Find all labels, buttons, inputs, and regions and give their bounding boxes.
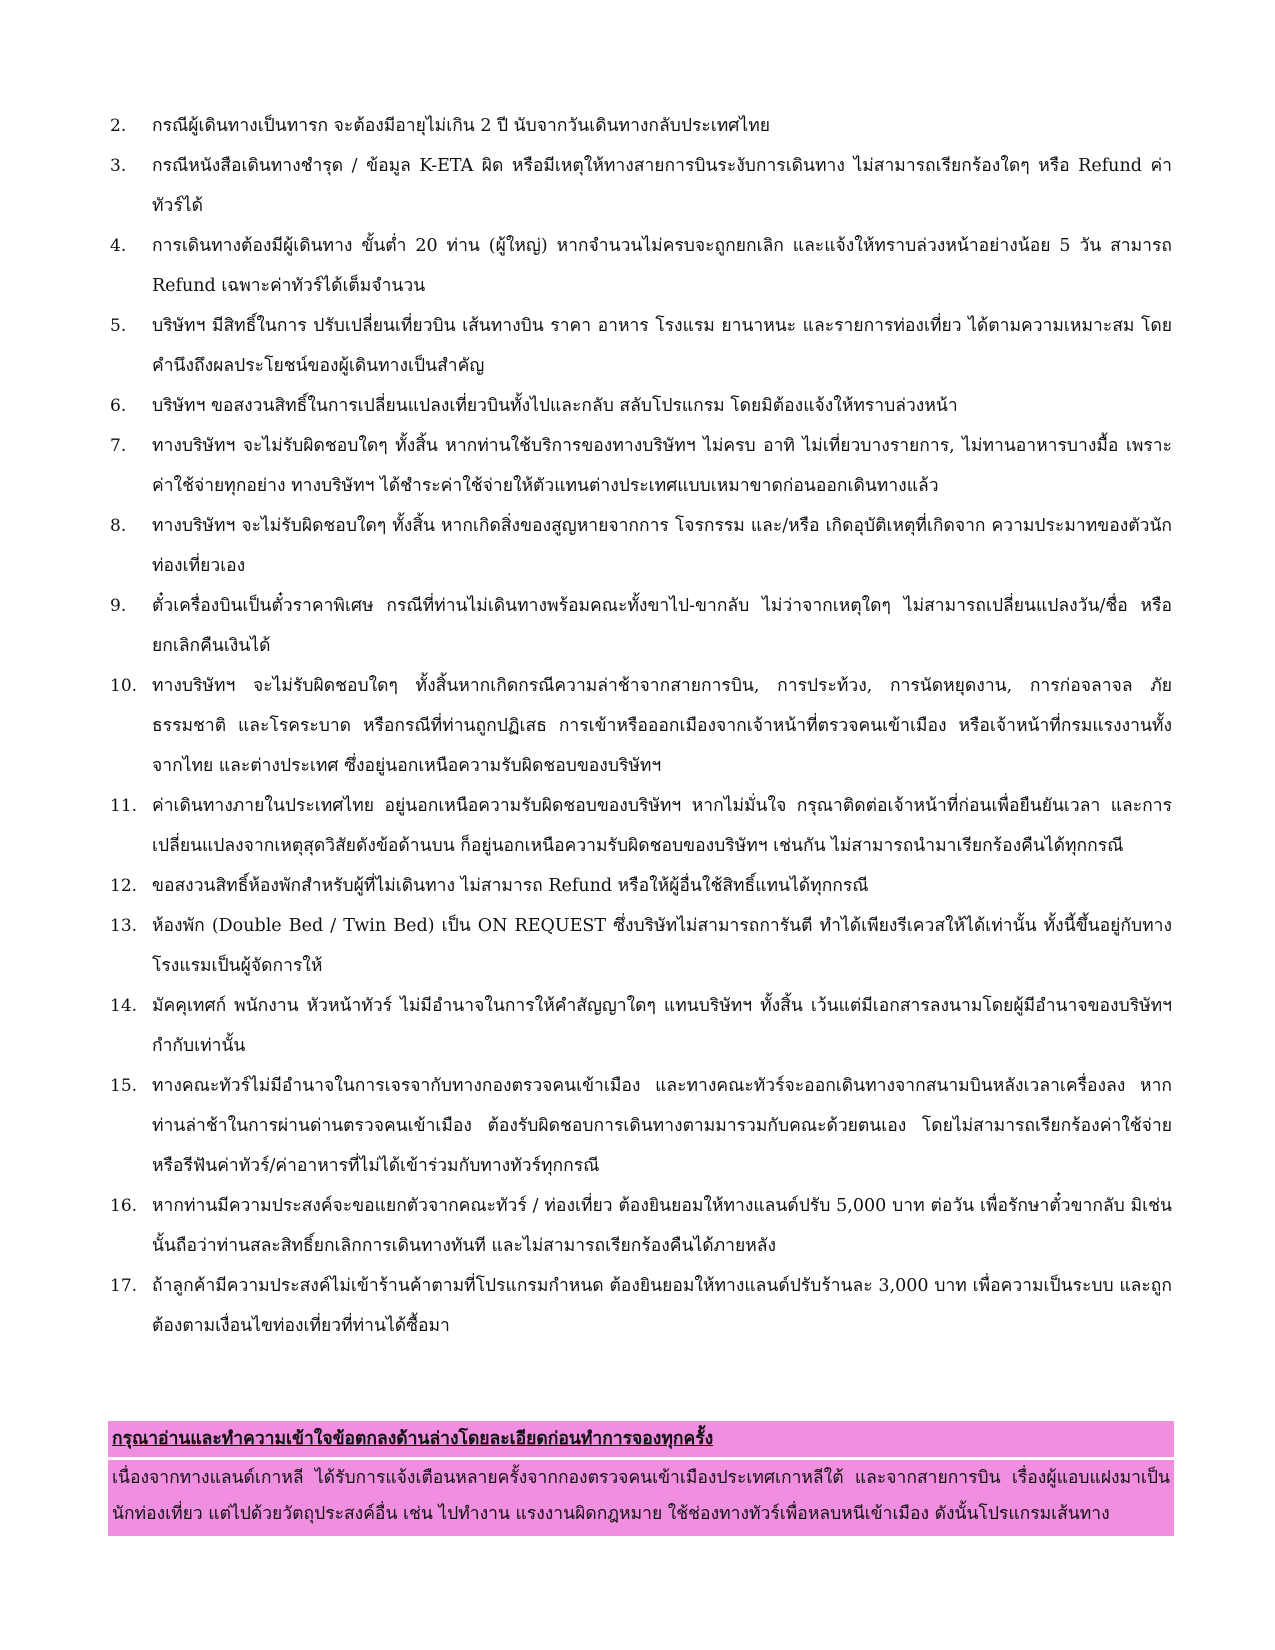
term-text: บริษัทฯ ขอสงวนสิทธิ์ในการเปลี่ยนแปลงเที่ยวบินทั้งไปและกลับ สลับโปรแกรม โดยมิต้องแจ้งให้ทราบล่วงหน้า	[152, 396, 958, 416]
term-number: 2.	[110, 116, 127, 136]
term-number: 14.	[110, 996, 138, 1016]
term-item	[110, 906, 1172, 986]
term-number: 8.	[110, 516, 127, 536]
term-text: ขอสงวนสิทธิ์ห้องพักสำหรับผู้ที่ไม่เดินทาง ไม่สามารถ Refund หรือให้ผู้อื่นใช้สิทธิ์แทนได้ทุกกรณี	[152, 876, 869, 896]
term-item	[110, 1066, 1172, 1186]
term-item	[110, 426, 1172, 506]
term-item	[110, 666, 1172, 786]
term-text: ทางบริษัทฯ จะไม่รับผิดชอบใดๆ ทั้งสิ้นหากเกิดกรณีความล่าช้าจากสายการบิน, การประท้วง, การนัดหยุดงาน, การก่อจลาจล ภัยธรรมชาติ และโรคระบาด หรือกรณีที่ท่านถูกปฏิเสธ การเข้าหรือออกเมืองจากเจ้าหน้าที่ตรวจคนเข้าเมือง หรือเจ้าหน้าที่กรมแรงงานทั้งจากไทย และต่างประเทศ ซึ่งอยู่นอกเหนือความรับผิดชอบของบริษัทฯ	[152, 676, 1172, 776]
term-text: มัคคุเทศก์ พนักงาน หัวหน้าทัวร์ ไม่มีอำนาจในการให้คำสัญญาใดๆ แทนบริษัทฯ ทั้งสิ้น เว้นแต่มีเอกสารลงนามโดยผู้มีอำนาจของบริษัทฯ กำกับเท่านั้น	[152, 996, 1172, 1056]
term-text: ทางบริษัทฯ จะไม่รับผิดชอบใดๆ ทั้งสิ้น หากท่านใช้บริการของทางบริษัทฯ ไม่ครบ อาทิ ไม่เที่ยวบางรายการ, ไม่ทานอาหารบางมื้อ เพราะค่าใช้จ่ายทุกอย่าง ทางบริษัทฯ ได้ชำระค่าใช้จ่ายให้ตัวแทนต่างประเทศแบบเหมาขาดก่อนออกเดินทางแล้ว	[152, 436, 1172, 496]
term-number: 17.	[110, 1276, 138, 1296]
term-number: 13.	[110, 916, 138, 936]
term-number: 10.	[110, 676, 138, 696]
notice-body: เนื่องจากทางแลนด์เกาหลี ได้รับการแจ้งเตือนหลายครั้งจากกองตรวจคนเข้าเมืองประเทศเกาหลีใต้ และจากสายการบิน เรื่องผู้แอบแฝงมาเป็นนักท่องเที่ยว แต่ไปด้วยวัตถุประสงค์อื่น เช่น ไปทำงาน แรงงานผิดกฎหมาย ใช้ช่องทางทัวร์เพื่อหลบหนีเข้าเมือง ดังนั้นโปรแกรมเส้นทาง	[112, 1468, 1170, 1524]
term-number: 11.	[110, 796, 138, 816]
term-item	[110, 866, 1172, 906]
term-item	[110, 306, 1172, 386]
term-text: ทางคณะทัวร์ไม่มีอำนาจในการเจรจากับทางกองตรวจคนเข้าเมือง และทางคณะทัวร์จะออกเดินทางจากสนามบินหลังเวลาเครื่องลง หากท่านล่าช้าในการผ่านด่านตรวจคนเข้าเมือง ต้องรับผิดชอบการเดินทางตามมารวมกับคณะด้วยตนเอง โดยไม่สามารถเรียกร้องค่าใช้จ่าย หรือรีฟันค่าทัวร์/ค่าอาหารที่ไม่ได้เข้าร่วมกับทางทัวร์ทุกกรณี	[152, 1076, 1172, 1176]
term-text: ค่าเดินทางภายในประเทศไทย อยู่นอกเหนือความรับผิดชอบของบริษัทฯ หากไม่มั่นใจ กรุณาติดต่อเจ้าหน้าที่ก่อนเพื่อยืนยันเวลา และการเปลี่ยนแปลงจากเหตุสุดวิสัยดังข้อด้านบน ก็อยู่นอกเหนือความรับผิดชอบของบริษัทฯ เช่นกัน ไม่สามารถนำมาเรียกร้องคืนได้ทุกกรณี	[152, 796, 1172, 856]
term-number: 7.	[110, 436, 127, 456]
term-item	[110, 1266, 1172, 1346]
term-number: 6.	[110, 396, 127, 416]
term-number: 4.	[110, 236, 127, 256]
term-number: 12.	[110, 876, 138, 896]
notice-title: กรุณาอ่านและทำความเข้าใจข้อตกลงด้านล่างโดยละเอียดก่อนทำการจองทุกครั้ง	[108, 1421, 1174, 1460]
term-item	[110, 786, 1172, 866]
term-text: ตั๋วเครื่องบินเป็นตั๋วราคาพิเศษ กรณีที่ท่านไม่เดินทางพร้อมคณะทั้งขาไป-ขากลับ ไม่ว่าจากเหตุใดๆ ไม่สามารถเปลี่ยนแปลงวัน/ชื่อ หรือยกเลิกคืนเงินได้	[152, 596, 1172, 656]
term-item	[110, 146, 1172, 226]
term-text: การเดินทางต้องมีผู้เดินทาง ขั้นต่ำ 20 ท่าน (ผู้ใหญ่) หากจำนวนไม่ครบจะถูกยกเลิก และแจ้งให้ทราบล่วงหน้าอย่างน้อย 5 วัน สามารถ Refund เฉพาะค่าทัวร์ได้เต็มจำนวน	[152, 236, 1172, 296]
term-item	[110, 586, 1172, 666]
term-item	[110, 226, 1172, 306]
term-item	[110, 106, 1172, 146]
term-item	[110, 1186, 1172, 1266]
term-text: หากท่านมีความประสงค์จะขอแยกตัวจากคณะทัวร์ / ท่องเที่ยว ต้องยินยอมให้ทางแลนด์ปรับ 5,000 บาท ต่อวัน เพื่อรักษาตั๋วขากลับ มิเช่นนั้นถือว่าท่านสละสิทธิ์ยกเลิกการเดินทางทันที และไม่สามารถเรียกร้องคืนได้ภายหลัง	[152, 1196, 1172, 1256]
term-text: ทางบริษัทฯ จะไม่รับผิดชอบใดๆ ทั้งสิ้น หากเกิดสิ่งของสูญหายจากการ โจรกรรม และ/หรือ เกิดอุบัติเหตุที่เกิดจาก ความประมาทของตัวนักท่องเที่ยวเอง	[152, 516, 1172, 576]
term-number: 16.	[110, 1196, 138, 1216]
notice-box	[108, 1421, 1174, 1536]
term-text: บริษัทฯ มีสิทธิ์ในการ ปรับเปลี่ยนเที่ยวบิน เส้นทางบิน ราคา อาหาร โรงแรม ยานาหนะ และรายการท่องเที่ยว ได้ตามความเหมาะสม โดยคำนึงถึงผลประโยชน์ของผู้เดินทางเป็นสำคัญ	[152, 316, 1172, 376]
term-item	[110, 386, 1172, 426]
term-number: 15.	[110, 1076, 138, 1096]
term-text: ห้องพัก (Double Bed / Twin Bed) เป็น ON REQUEST ซึ่งบริษัทไม่สามารถการันตี ทำได้เพียงรีเควสให้ได้เท่านั้น ทั้งนี้ขึ้นอยู่กับทางโรงแรมเป็นผู้จัดการให้	[152, 916, 1172, 976]
term-item	[110, 986, 1172, 1066]
terms-list	[110, 106, 1172, 1346]
term-text: กรณีผู้เดินทางเป็นทารก จะต้องมีอายุไม่เกิน 2 ปี นับจากวันเดินทางกลับประเทศไทย	[152, 116, 770, 136]
term-number: 3.	[110, 156, 127, 176]
term-number: 5.	[110, 316, 127, 336]
term-text: ถ้าลูกค้ามีความประสงค์ไม่เข้าร้านค้าตามที่โปรแกรมกำหนด ต้องยินยอมให้ทางแลนด์ปรับร้านละ 3,000 บาท เพื่อความเป็นระบบ และถูกต้องตามเงื่อนไขท่องเที่ยวที่ท่านได้ซื้อมา	[152, 1276, 1172, 1336]
term-number: 9.	[110, 596, 127, 616]
term-item	[110, 506, 1172, 586]
term-text: กรณีหนังสือเดินทางชำรุด / ข้อมูล K-ETA ผิด หรือมีเหตุให้ทางสายการบินระงับการเดินทาง ไม่สามารถเรียกร้องใดๆ หรือ Refund ค่าทัวร์ได้	[152, 156, 1172, 216]
